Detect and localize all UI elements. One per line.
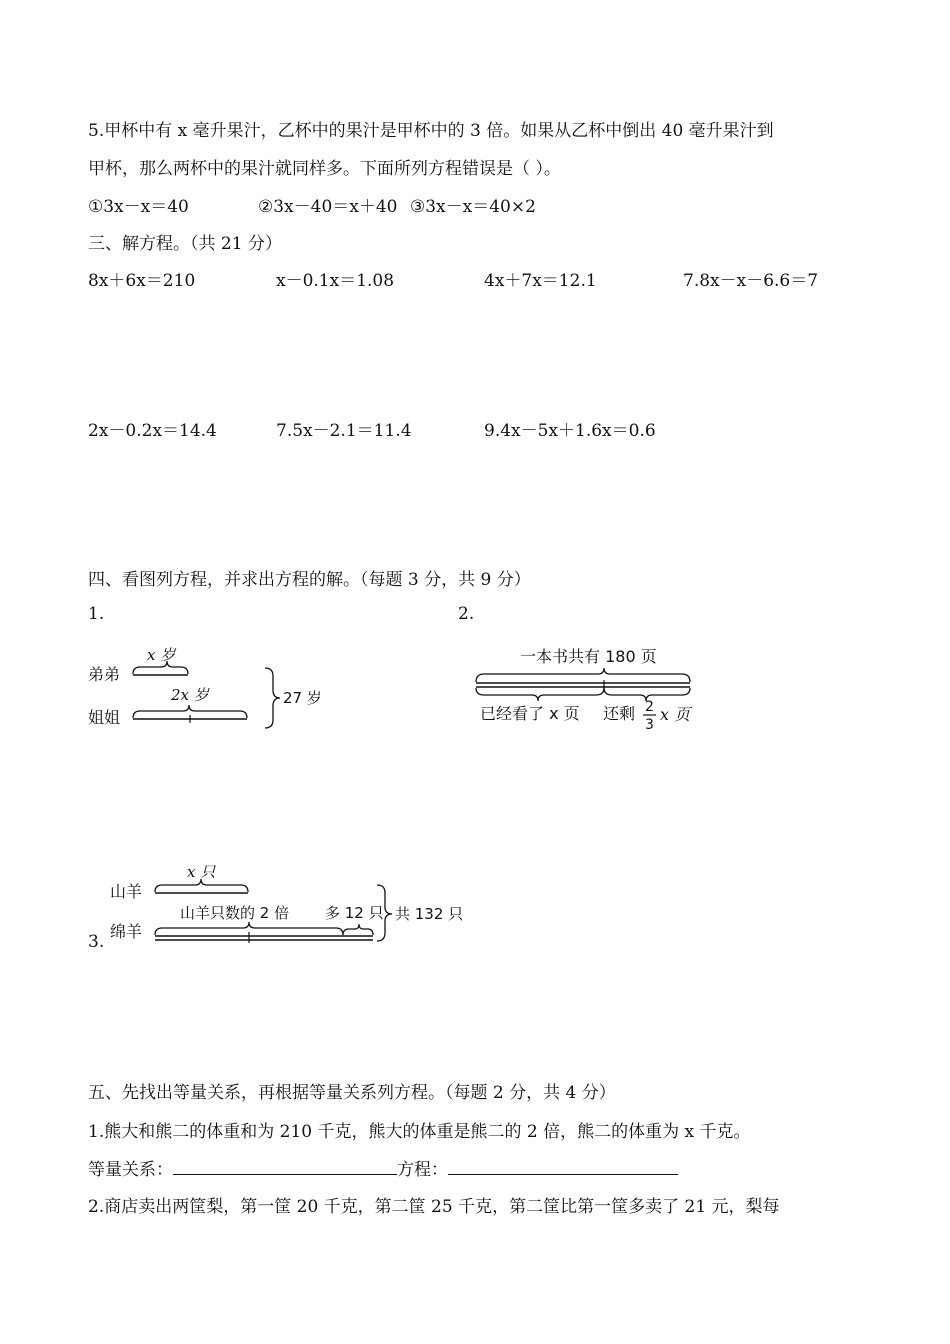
label-sheep: 绵羊 — [110, 922, 143, 941]
equation: 7.8x－x－6.6＝7 — [683, 271, 819, 291]
section-5-title: 五、先找出等量关系，再根据等量关系列方程。（每题 2 分，共 4 分） — [88, 1083, 616, 1103]
problem-number-3: 3. — [88, 932, 105, 952]
label-goat: 山羊 — [110, 882, 143, 901]
label-remain-suffix: x 页 — [660, 705, 691, 724]
brace-more — [343, 924, 373, 935]
equal-relation-blank[interactable] — [173, 1158, 397, 1175]
brace-goat — [155, 879, 248, 892]
label-total-age: 27 岁 — [283, 689, 322, 707]
label-more: 多 12 只 — [325, 904, 384, 922]
q5-line1: 5.甲杯中有 x 毫升果汁，乙杯中的果汁是甲杯中的 3 倍。如果从乙杯中倒出 40 毫升果汁到 — [88, 121, 774, 141]
label-total-animals: 共 132 只 — [395, 905, 464, 923]
brace-total — [265, 668, 280, 728]
equation: 8x＋6x＝210 — [88, 271, 196, 291]
sec5-question-2: 2.商店卖出两筐梨，第一筐 20 千克，第二筐 25 千克，第二筐比第一筐多卖了 21 元，梨每 — [88, 1197, 780, 1217]
brace-read — [476, 688, 604, 701]
label-read: 已经看了 x 页 — [480, 704, 580, 723]
equation: 2x－0.2x＝14.4 — [88, 421, 217, 441]
label-brother: 弟弟 — [88, 665, 121, 684]
equal-relation-label: 等量关系： — [88, 1160, 173, 1180]
q5-option-1: ①3x－x＝40 — [88, 197, 189, 217]
diagram-book-pages — [470, 640, 710, 735]
equation: 9.4x－5x＋1.6x＝0.6 — [484, 421, 656, 441]
brace-total-pages — [476, 668, 690, 682]
label-sister: 姐姐 — [88, 708, 121, 727]
equation-blank[interactable] — [448, 1158, 678, 1175]
fraction-denominator: 3 — [645, 717, 654, 733]
q5-option-3: ③3x－x＝40×2 — [410, 197, 536, 217]
label-remain-prefix: 还剩 — [603, 704, 636, 723]
section-3-title: 三、解方程。（共 21 分） — [88, 234, 282, 254]
equation: 7.5x－2.1＝11.4 — [276, 421, 412, 441]
fraction-numerator: 2 — [645, 699, 654, 715]
section-4-title: 四、看图列方程，并求出方程的解。（每题 3 分，共 9 分） — [88, 570, 531, 590]
diagram-goats-sheep — [105, 855, 485, 945]
equation: 4x＋7x＝12.1 — [484, 271, 597, 291]
problem-number-1: 1. — [88, 604, 105, 624]
q5-line2: 甲杯，那么两杯中的果汁就同样多。下面所列方程错误是（ ）。 — [88, 159, 561, 179]
label-2x-age: 2x 岁 — [171, 686, 209, 704]
q5-option-2: ②3x－40＝x＋40 — [258, 197, 398, 217]
label-total-pages: 一本书共有 180 页 — [520, 647, 657, 666]
problem-number-2: 2. — [458, 604, 475, 624]
equation-label: 方程： — [397, 1160, 448, 1180]
sec5-question-1: 1.熊大和熊二的体重和为 210 千克，熊大的体重是熊二的 2 倍，熊二的体重为 x 千克。 — [88, 1122, 751, 1142]
diagram-siblings-age — [85, 640, 345, 735]
equation: x－0.1x＝1.08 — [276, 271, 395, 291]
label-x-age: x 岁 — [147, 646, 176, 664]
equal-relation-row — [88, 1155, 678, 1180]
label-x-count: x 只 — [187, 863, 216, 881]
label-double: 山羊只数的 2 倍 — [180, 904, 290, 922]
